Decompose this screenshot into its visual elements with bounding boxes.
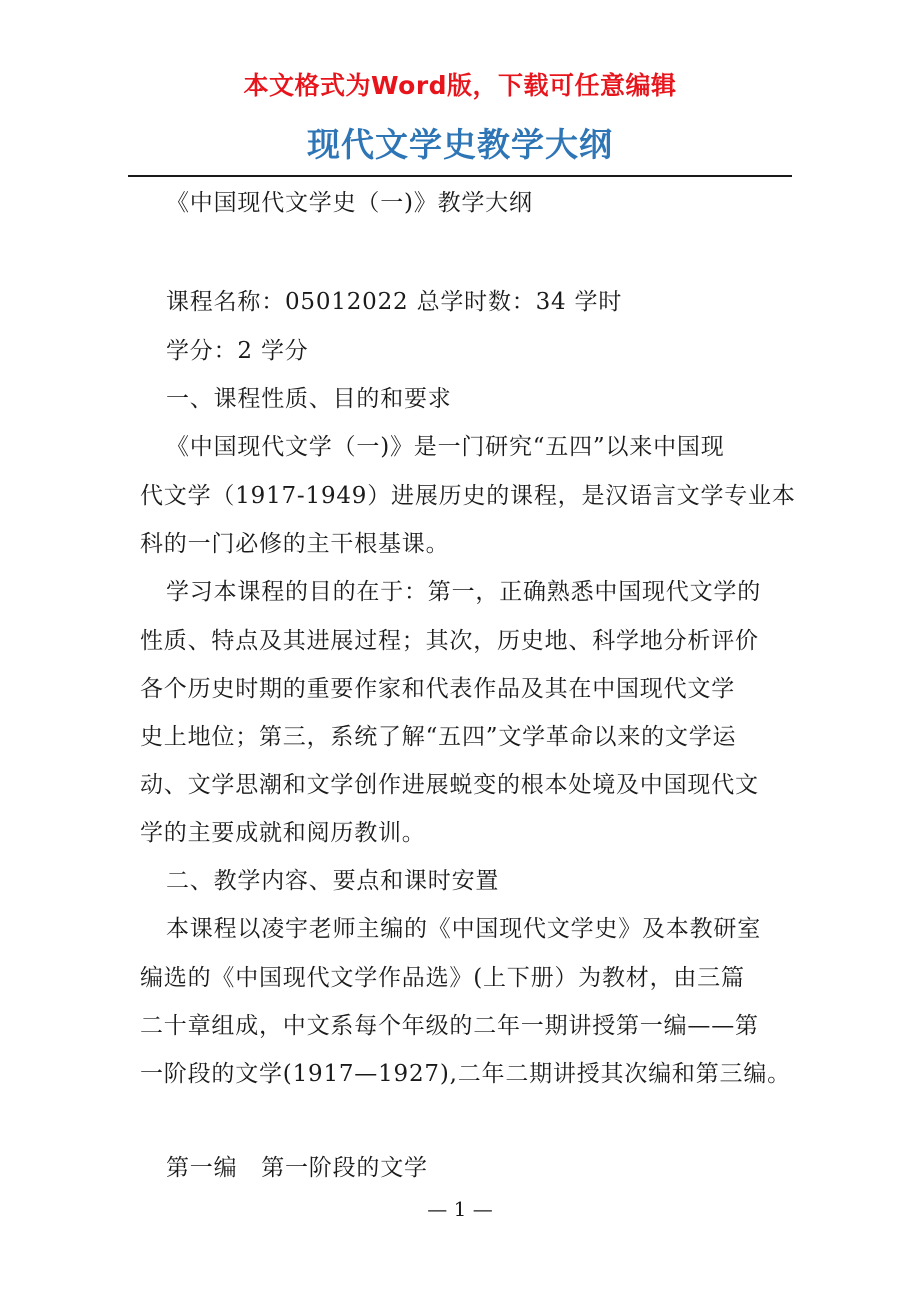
paragraph-line: 二十章组成，中文系每个年级的二年一期讲授第一编——第 bbox=[140, 1013, 759, 1039]
course-info-line: 课程名称：05012022 总学时数：34 学时 bbox=[166, 289, 623, 315]
paragraph-line: 学的主要成就和阅历教训。 bbox=[140, 820, 426, 846]
paragraph-line: 性质、特点及其进展过程；其次，历史地、科学地分析评价 bbox=[140, 628, 759, 654]
paragraph-line: 代文学（1917-1949）进展历史的课程，是汉语言文学专业本 bbox=[140, 483, 796, 509]
part-heading: 第一编 第一阶段的文学 bbox=[166, 1155, 428, 1181]
paragraph-line: 科的一门必修的主干根基课。 bbox=[140, 531, 450, 557]
paragraph-line: 编选的《中国现代文学作品选》(上下册）为教材，由三篇 bbox=[140, 965, 745, 991]
title-divider bbox=[128, 175, 792, 177]
credits-line: 学分：2 学分 bbox=[166, 338, 309, 364]
paragraph-line: 史上地位；第三，系统了解“五四”文学革命以来的文学运 bbox=[140, 724, 737, 750]
section-heading-1: 一、课程性质、目的和要求 bbox=[166, 386, 452, 412]
paragraph-line: 《中国现代文学（一)》是一门研究“五四”以来中国现 bbox=[166, 434, 725, 460]
paragraph-line: 学习本课程的目的在于：第一，正确熟悉中国现代文学的 bbox=[166, 579, 761, 605]
document-title: 现代文学史教学大纲 bbox=[307, 125, 613, 164]
section-heading-2: 二、教学内容、要点和课时安置 bbox=[166, 868, 500, 894]
paragraph-line: 本课程以凌宇老师主编的《中国现代文学史》及本教研室 bbox=[166, 916, 761, 942]
page-number: — 1 — bbox=[427, 1197, 493, 1221]
paragraph-line: 一阶段的文学(1917—1927),二年二期讲授其次编和第三编。 bbox=[140, 1061, 791, 1087]
syllabus-heading: 《中国现代文学史（一)》教学大纲 bbox=[166, 190, 533, 216]
download-notice-banner: 本文格式为Word版，下载可任意编辑 bbox=[243, 71, 677, 100]
paragraph-line: 动、文学思潮和文学创作进展蜕变的根本处境及中国现代文 bbox=[140, 772, 759, 798]
paragraph-line: 各个历史时期的重要作家和代表作品及其在中国现代文学 bbox=[140, 676, 735, 702]
